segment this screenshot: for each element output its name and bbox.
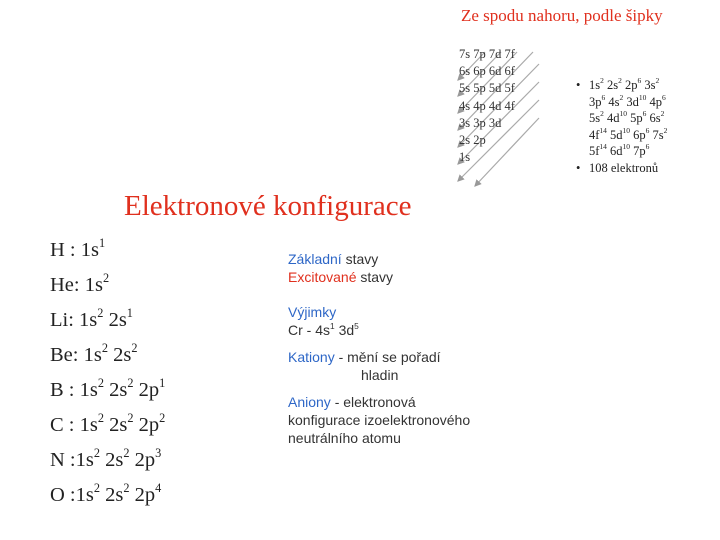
- max-config-line: [576, 94, 667, 111]
- configuration-item: [50, 408, 165, 443]
- orbital-term: 2s: [109, 379, 128, 401]
- orbital-grid-row: 4s 4p 4d 4f: [459, 98, 515, 113]
- orbital-term: 1s: [79, 414, 98, 436]
- cations-continuation: hladin: [361, 367, 399, 383]
- orbital-term: 2p: [138, 379, 160, 401]
- orbital-term: 1s: [75, 484, 94, 506]
- electron-count-superscript: 10: [638, 92, 647, 102]
- electron-count-superscript: 2: [618, 76, 622, 86]
- exceptions-heading: Výjimky: [288, 304, 337, 320]
- electron-count-superscript: 4: [155, 480, 162, 495]
- element-symbol: B :: [50, 379, 80, 401]
- ground-state-text: stavy: [341, 251, 379, 267]
- element-symbol: He:: [50, 274, 85, 296]
- orbital-term: 4f: [589, 127, 600, 142]
- orbital-term: 2p: [138, 414, 160, 436]
- configuration-item: [50, 478, 165, 513]
- electron-count-superscript: 2: [123, 445, 130, 460]
- orbital-term: 2s: [108, 309, 127, 331]
- max-config-line: [576, 77, 667, 94]
- orbital-term: 6p: [633, 127, 646, 142]
- orbital-term: 4s: [608, 94, 620, 109]
- chromium-label: Cr -: [288, 322, 316, 338]
- orbital-term: 2s: [105, 484, 124, 506]
- orbital-term: 1s: [589, 78, 601, 92]
- anions-keyword: Aniony: [288, 394, 331, 410]
- orbital-term: 7p: [633, 144, 646, 159]
- orbital-term: 4p: [649, 94, 662, 109]
- electron-count-superscript: 6: [645, 142, 650, 152]
- electron-count-superscript: 1: [98, 235, 106, 250]
- electron-count-superscript: 6: [662, 92, 666, 102]
- orbital-grid-row: 2s 2p: [459, 132, 486, 147]
- configuration-item: [50, 373, 165, 408]
- electron-count-superscript: 2: [660, 109, 665, 119]
- electron-count-superscript: 14: [599, 125, 607, 135]
- orbital-grid-row: 7s 7p 7d 7f: [459, 47, 515, 61]
- electron-total: • 108 elektronů: [576, 160, 667, 177]
- element-symbol: O :: [50, 484, 76, 506]
- configuration-item: [50, 443, 165, 478]
- orbital-term: 5p: [630, 111, 643, 126]
- cations-note: [288, 348, 470, 366]
- anions-line-2: konfigurace izoelektronového: [288, 412, 471, 428]
- element-symbol: N :: [50, 449, 76, 471]
- orbital-term: 3d: [626, 94, 639, 109]
- excited-state-text: stavy: [356, 269, 394, 285]
- orbital-term: 2p: [625, 78, 638, 92]
- orbital-term: 4s: [315, 322, 331, 338]
- configuration-item: [50, 303, 165, 338]
- orbital-term: 1s: [83, 344, 102, 366]
- anions-line-3: neutrálního atomu: [288, 430, 401, 446]
- configuration-item: [50, 268, 165, 303]
- configuration-item: [50, 233, 165, 268]
- orbital-term: 7s: [652, 127, 664, 142]
- orbital-term: 3p: [589, 94, 602, 109]
- excited-state-keyword: Excitované: [288, 269, 357, 285]
- electron-count-superscript: 2: [663, 125, 668, 135]
- orbital-term: 6s: [649, 111, 661, 126]
- max-configuration: [576, 77, 667, 177]
- ground-state-keyword: Základní: [288, 251, 342, 267]
- orbital-term: 2p: [134, 484, 156, 506]
- ground-state-note: [288, 250, 470, 268]
- electron-count-superscript: 6: [637, 76, 642, 86]
- electron-count-superscript: 2: [101, 340, 108, 355]
- element-symbol: Li:: [50, 309, 80, 331]
- orbital-term: 5d: [610, 127, 623, 142]
- excited-state-note: [288, 268, 470, 286]
- element-symbol: Be:: [50, 344, 84, 366]
- electron-count-superscript: 2: [93, 480, 101, 495]
- electron-count-superscript: 1: [159, 375, 166, 390]
- anions-text: - elektronová: [330, 394, 416, 410]
- electron-count-superscript: 6: [601, 92, 606, 102]
- electron-count-superscript: 2: [97, 410, 105, 425]
- electron-count-superscript: 2: [93, 445, 101, 460]
- orbital-grid-row: 6s 6p 6d 6f: [459, 64, 515, 79]
- element-symbol: H :: [50, 239, 81, 261]
- max-config-line: [576, 110, 667, 127]
- orbital-term: 1s: [84, 274, 103, 296]
- electron-count-superscript: 2: [131, 340, 138, 355]
- orbital-term: 5f: [589, 144, 600, 159]
- electron-count-superscript: 5: [354, 320, 359, 331]
- orbital-term: 2s: [109, 414, 128, 436]
- page-title: Elektronové konfigurace: [124, 190, 412, 222]
- electron-count-superscript: 3: [155, 445, 162, 460]
- electron-count-superscript: 2: [97, 305, 104, 320]
- orbital-term: 2s: [105, 449, 124, 471]
- electron-count-superscript: 2: [159, 410, 166, 425]
- orbital-term: 3d: [338, 322, 355, 338]
- orbital-term: 6d: [610, 144, 623, 159]
- electron-count-superscript: 10: [622, 142, 631, 152]
- electron-count-superscript: 2: [102, 270, 110, 285]
- orbital-term: 1s: [79, 379, 98, 401]
- chromium-exception: [288, 321, 470, 339]
- notes-column: [288, 250, 470, 447]
- electron-count-superscript: 10: [622, 125, 631, 135]
- orbital-term: 4d: [607, 111, 620, 126]
- electron-count-superscript: 2: [619, 92, 624, 102]
- electron-count-superscript: 2: [97, 375, 105, 390]
- anions-note: [288, 393, 470, 411]
- orbital-grid: [459, 46, 515, 166]
- element-symbol: C :: [50, 414, 80, 436]
- orbital-term: 1s: [79, 309, 98, 331]
- electron-count-superscript: 2: [127, 375, 134, 390]
- electron-count-superscript: 6: [642, 109, 647, 119]
- orbital-grid-row: 3s 3p 3d: [459, 115, 502, 130]
- orbital-term: 2s: [607, 78, 619, 92]
- electron-count-superscript: 2: [600, 76, 604, 86]
- electron-count-superscript: 1: [330, 320, 335, 331]
- orbital-term: 2s: [113, 344, 132, 366]
- orbital-term: 1s: [75, 449, 94, 471]
- electron-count-superscript: 6: [645, 125, 650, 135]
- ordering-hint: Ze spodu nahoru, podle šipky: [461, 6, 663, 25]
- electron-count-superscript: 2: [655, 76, 660, 86]
- electron-count-superscript: 2: [123, 480, 130, 495]
- orbital-term: 5s: [589, 111, 601, 126]
- orbital-grid-row: 5s 5p 5d 5f: [459, 81, 515, 96]
- configuration-list: [50, 233, 165, 513]
- chromium-configuration: [315, 322, 359, 338]
- orbital-term: 1s: [80, 239, 99, 261]
- electron-count-superscript: 10: [619, 109, 627, 119]
- orbital-term: 2p: [134, 449, 156, 471]
- electron-count-superscript: 2: [600, 109, 604, 119]
- configuration-item: [50, 338, 165, 373]
- electron-count-superscript: 14: [599, 142, 607, 152]
- cations-text: - mění se pořadí: [334, 349, 441, 365]
- orbital-grid-row: 1s: [459, 150, 471, 165]
- electron-count-superscript: 1: [126, 305, 133, 320]
- orbital-term: 3s: [644, 78, 656, 92]
- electron-count-superscript: 2: [127, 410, 134, 425]
- max-config-line: [576, 127, 667, 144]
- cations-keyword: Kationy: [288, 349, 335, 365]
- max-config-line: [576, 143, 667, 160]
